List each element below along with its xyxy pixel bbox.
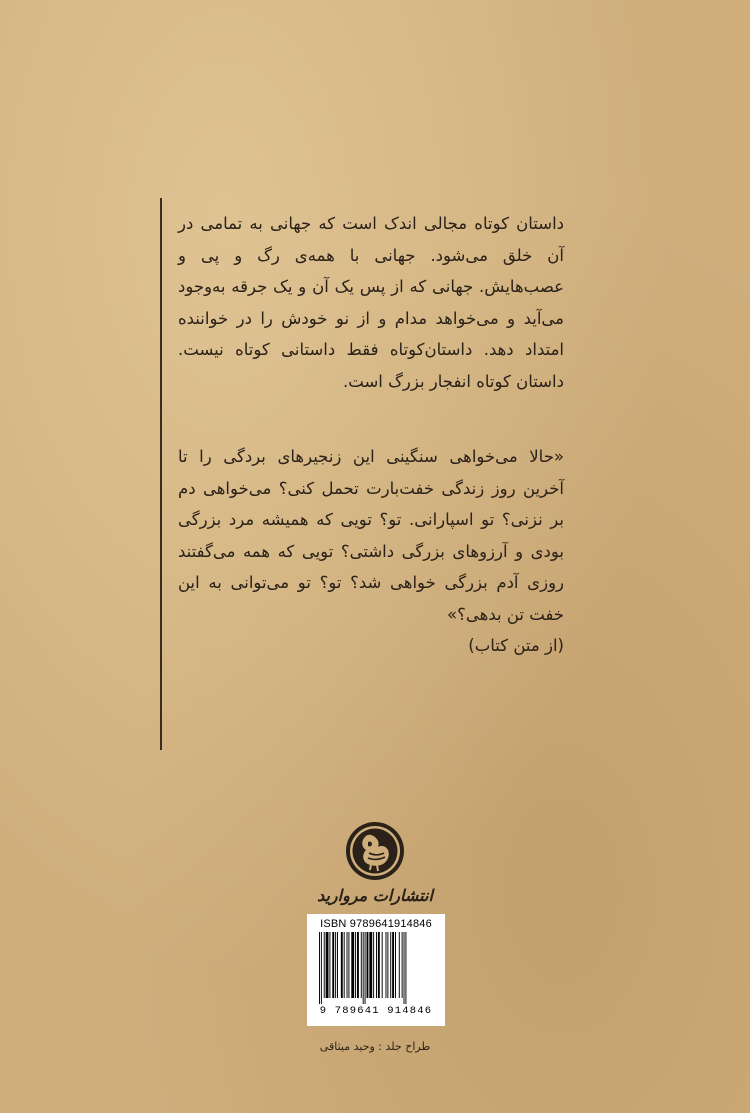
vertical-rule [160,198,162,750]
barcode-bar [329,932,330,998]
barcode-bar [386,932,387,998]
barcode-bar [326,932,329,998]
barcode-bar [369,932,372,998]
barcode-bar [390,932,391,998]
blurb-text-block [178,208,564,662]
barcode-bar [373,932,374,998]
barcode-bar [355,932,356,998]
barcode-bar [365,932,366,1004]
barcode-bar [402,932,403,998]
intro-paragraph: داستان کوتاه مجالی اندک است که جهانی به تمامی در آن خلق می‌شود. جهانی با همه‌ی رگ و پی و عصب‌هایش. جهانی که از پس یک آن و یک جرقه به‌وجود می‌آید و می‌خواهد مدام و از نو خودش را در خواننده امتداد دهد. داستان‌کوتاه فقط داستانی کوتاه نیست. داستان کوتاه انفجار بزرگ است. [178,214,564,391]
barcode-digits: 9 789641 914846 [319,1005,433,1017]
barcode-bar [378,932,380,998]
barcode-bar [347,932,348,998]
barcode-bar [395,932,396,998]
barcode-bar [344,932,345,998]
publisher-name: انتشارات مروارید [317,886,433,905]
isbn-barcode [307,914,445,1026]
barcode-bar [382,932,383,998]
barcode-bar [324,932,325,998]
barcode-bar [337,932,338,998]
barcode-bar [335,932,336,998]
bird-in-circle-icon [344,820,406,882]
publisher-logo [330,820,420,882]
barcode-bar [376,932,377,998]
barcode-bar [387,932,388,998]
barcode-bar [351,932,354,998]
barcode-bar [363,932,364,1004]
barcode-bar [357,932,359,998]
cover-designer-credit: طراح جلد : وحید میثاقی [319,1040,431,1053]
barcode-bar [404,932,405,1004]
barcode-bars [317,932,435,1004]
barcode-bar [399,932,400,998]
barcode-bar [348,932,349,998]
book-quote: «حالا می‌خواهی سنگینی این زنجیرهای بردگی را تا آخرین روز زندگی خفت‌بارت تحمل کنی؟ می‌خواهی دم بر نزنی؟ تو اسپارانی. تو؟ تویی که همیشه مرد بزرگی بودی و آرزوهای بزرگی داشتی؟ تویی که همه می‌گفتند روزی آدم بزرگی خواهی شد؟ تو؟ تو می‌توانی به این خفت تن بدهی؟» [178,447,564,624]
barcode-bar [332,932,334,998]
barcode-bar [321,932,322,1004]
barcode-bar [319,932,320,1004]
barcode-bar [367,932,369,998]
isbn-label: ISBN 9789641914846 [320,918,432,930]
barcode-bar [361,932,362,998]
barcode-bar [392,932,394,998]
quote-source: (از متن کتاب) [468,636,564,655]
barcode-bar [405,932,406,1004]
barcode-bar [341,932,343,998]
